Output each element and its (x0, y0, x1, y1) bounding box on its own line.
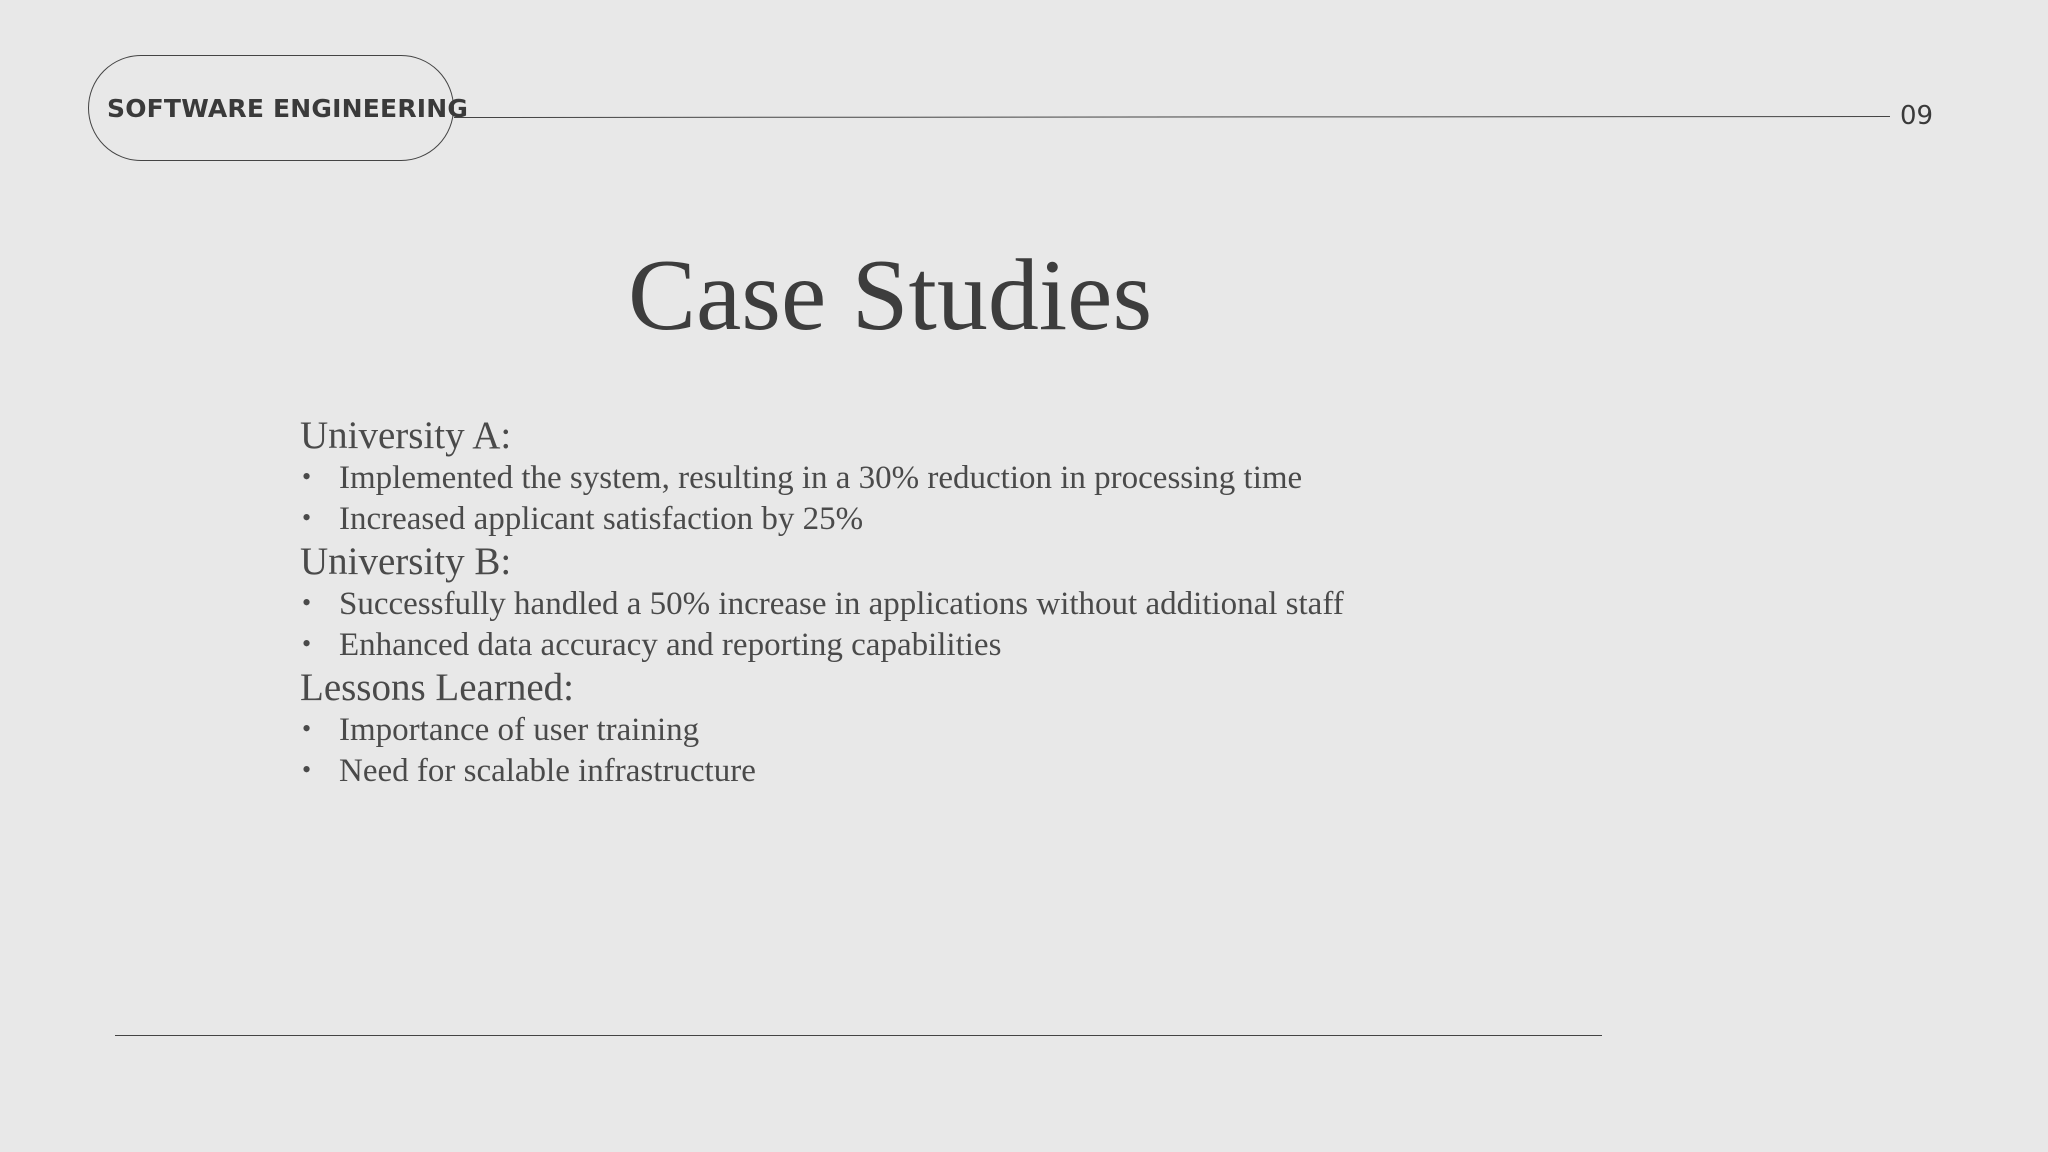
bullet-text: Implemented the system, resulting in a 30% reduction in processing time (339, 460, 1303, 496)
bullet-list (300, 584, 1800, 666)
section-heading: Lessons Learned: (300, 666, 574, 709)
section-university-b (300, 540, 1800, 666)
slide-title: Case Studies (628, 239, 1153, 352)
bullet-item (300, 458, 1800, 499)
bullet-item (300, 751, 1800, 792)
bullet-dot-icon: • (302, 629, 312, 658)
header-label: SOFTWARE ENGINEERING (107, 93, 469, 123)
bullet-dot-icon: • (302, 588, 312, 617)
bullet-dot-icon: • (302, 503, 312, 532)
header-pill (88, 55, 469, 161)
section-university-a (300, 414, 1800, 540)
bullet-item (300, 710, 1800, 751)
section-heading: University A: (300, 414, 512, 457)
footer-divider (115, 1035, 1602, 1036)
bullet-dot-icon: • (302, 755, 312, 784)
bullet-item (300, 584, 1800, 625)
bullet-text: Importance of user training (339, 712, 700, 748)
bullet-dot-icon: • (302, 462, 312, 491)
bullet-text: Increased applicant satisfaction by 25% (339, 501, 864, 537)
case-studies-content (300, 414, 1800, 792)
bullet-text: Need for scalable infrastructure (339, 753, 756, 789)
bullet-item (300, 499, 1800, 540)
bullet-item (300, 625, 1800, 666)
section-heading: University B: (300, 540, 512, 583)
bullet-text: Successfully handled a 50% increase in applications without additional staff (339, 586, 1344, 622)
page-number: 09 (1900, 101, 1934, 131)
bullet-dot-icon: • (302, 714, 312, 743)
header-divider (454, 116, 1890, 118)
bullet-list (300, 710, 1800, 792)
section-lessons-learned (300, 666, 1800, 792)
bullet-list (300, 458, 1800, 540)
bullet-text: Enhanced data accuracy and reporting capabilities (339, 627, 1002, 663)
